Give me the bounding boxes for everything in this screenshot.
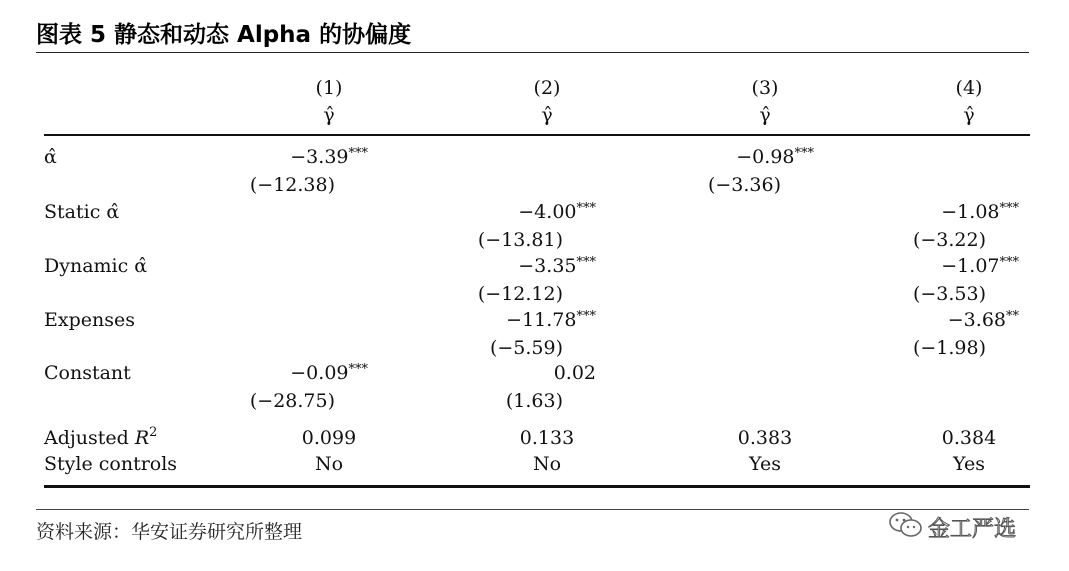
coefficient-cell	[506, 309, 596, 331]
row-label: Expenses	[44, 309, 135, 331]
column-variable: γ̂	[759, 104, 771, 126]
coefficient-cell	[290, 146, 368, 168]
watermark-text: 金工严选	[928, 517, 1017, 542]
style-controls-value: Yes	[749, 453, 781, 475]
coefficient-cell	[948, 309, 1019, 331]
column-number: (2)	[533, 77, 561, 99]
adjusted-r2-value: 0.133	[519, 427, 575, 449]
significance-stars: **	[1006, 309, 1019, 324]
adjusted-r2-value: 0.384	[941, 427, 997, 449]
style-controls-value: No	[532, 453, 562, 475]
t-statistic: (−1.98)	[912, 337, 986, 359]
adjusted-r2-label: Adjusted R	[44, 427, 150, 449]
significance-stars: ***	[794, 146, 814, 161]
coefficient-cell	[736, 146, 814, 168]
coefficient-cell	[290, 362, 368, 384]
column-number: (3)	[751, 77, 779, 99]
adjusted-r2-value: 0.383	[737, 427, 793, 449]
coefficient-cell	[941, 201, 1019, 223]
style-controls-value: No	[314, 453, 344, 475]
t-statistic: (−28.75)	[249, 390, 335, 412]
row-label: α̂	[44, 146, 57, 168]
t-statistic: (−13.81)	[477, 229, 563, 251]
row-label-adjusted-r2	[44, 427, 157, 449]
coefficient-value: −1.07	[941, 255, 1000, 277]
coefficient-cell	[554, 362, 596, 384]
coefficient-cell	[518, 255, 596, 277]
table-top-rule	[44, 134, 1030, 136]
significance-stars: ***	[348, 146, 368, 161]
row-label: Dynamic α̂	[44, 255, 148, 277]
adjusted-r2-value: 0.099	[301, 427, 357, 449]
column-variable: γ̂	[323, 104, 335, 126]
source-note: 资料来源：华安证券研究所整理	[36, 521, 303, 543]
watermark-logo	[888, 508, 1038, 548]
coefficient-value: −4.00	[518, 201, 577, 223]
coefficient-value: −11.78	[506, 309, 577, 331]
coefficient-value: −3.68	[947, 309, 1006, 331]
coefficient-value: −0.09	[290, 362, 349, 384]
row-label-style-controls: Style controls	[44, 453, 178, 475]
column-variable: γ̂	[963, 104, 975, 126]
t-statistic: (−3.22)	[912, 229, 986, 251]
t-statistic: (−12.12)	[477, 283, 563, 305]
column-number: (1)	[315, 77, 343, 99]
coefficient-value: −1.08	[941, 201, 1000, 223]
significance-stars: ***	[999, 201, 1019, 216]
coefficient-cell	[518, 201, 596, 223]
significance-stars: ***	[576, 201, 596, 216]
significance-stars: ***	[576, 309, 596, 324]
wechat-icon	[888, 510, 924, 540]
column-variable: γ̂	[541, 104, 553, 126]
coefficient-value: −0.98	[736, 146, 795, 168]
column-number: (4)	[955, 77, 983, 99]
figure-title: 图表 5 静态和动态 Alpha 的协偏度	[36, 22, 412, 48]
t-statistic: (1.63)	[505, 390, 563, 412]
r2-power: 2	[149, 425, 158, 440]
coefficient-value: −3.35	[518, 255, 577, 277]
table-bottom-rule	[44, 485, 1030, 488]
significance-stars: ***	[576, 255, 596, 270]
t-statistic: (−12.38)	[249, 174, 335, 196]
title-bar	[36, 14, 1029, 53]
t-statistic: (−3.36)	[707, 174, 781, 196]
coefficient-cell	[941, 255, 1019, 277]
source-divider	[36, 509, 1029, 510]
row-label: Static α̂	[44, 201, 120, 223]
coefficient-value: 0.02	[553, 362, 596, 384]
style-controls-value: Yes	[953, 453, 985, 475]
row-label: Constant	[44, 362, 131, 384]
significance-stars: ***	[999, 255, 1019, 270]
t-statistic: (−3.53)	[912, 283, 986, 305]
t-statistic: (−5.59)	[489, 337, 563, 359]
significance-stars: ***	[348, 362, 368, 377]
coefficient-value: −3.39	[290, 146, 349, 168]
